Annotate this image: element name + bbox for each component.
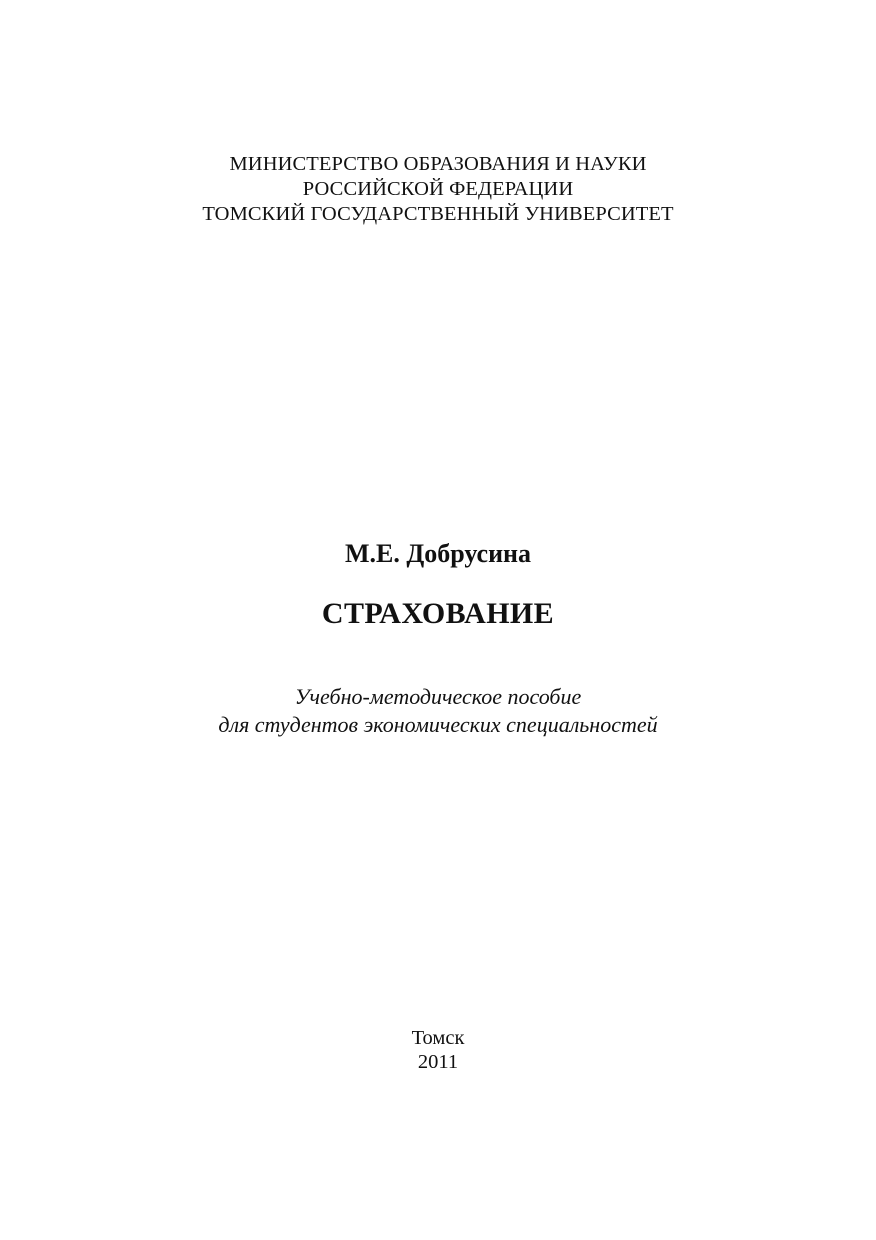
imprint-year: 2011 [417, 1051, 459, 1073]
document-title: СТРАХОВАНИЕ [321, 597, 555, 630]
imprint [0, 1026, 876, 1074]
institution-header [0, 152, 876, 227]
country-line: РОССИЙСКОЙ ФЕДЕРАЦИИ [302, 178, 574, 200]
document-subtitle [0, 683, 876, 739]
university-line: ТОМСКИЙ ГОСУДАРСТВЕННЫЙ УНИВЕРСИТЕТ [202, 203, 674, 225]
subtitle-line-audience: для студентов экономических специальностей [218, 712, 658, 737]
subtitle-line-type: Учебно-методическое пособие [294, 684, 582, 709]
imprint-city: Томск [411, 1027, 465, 1049]
ministry-line: МИНИСТЕРСТВО ОБРАЗОВАНИЯ И НАУКИ [229, 153, 647, 175]
author-name: М.Е. Добрусина [344, 539, 532, 568]
